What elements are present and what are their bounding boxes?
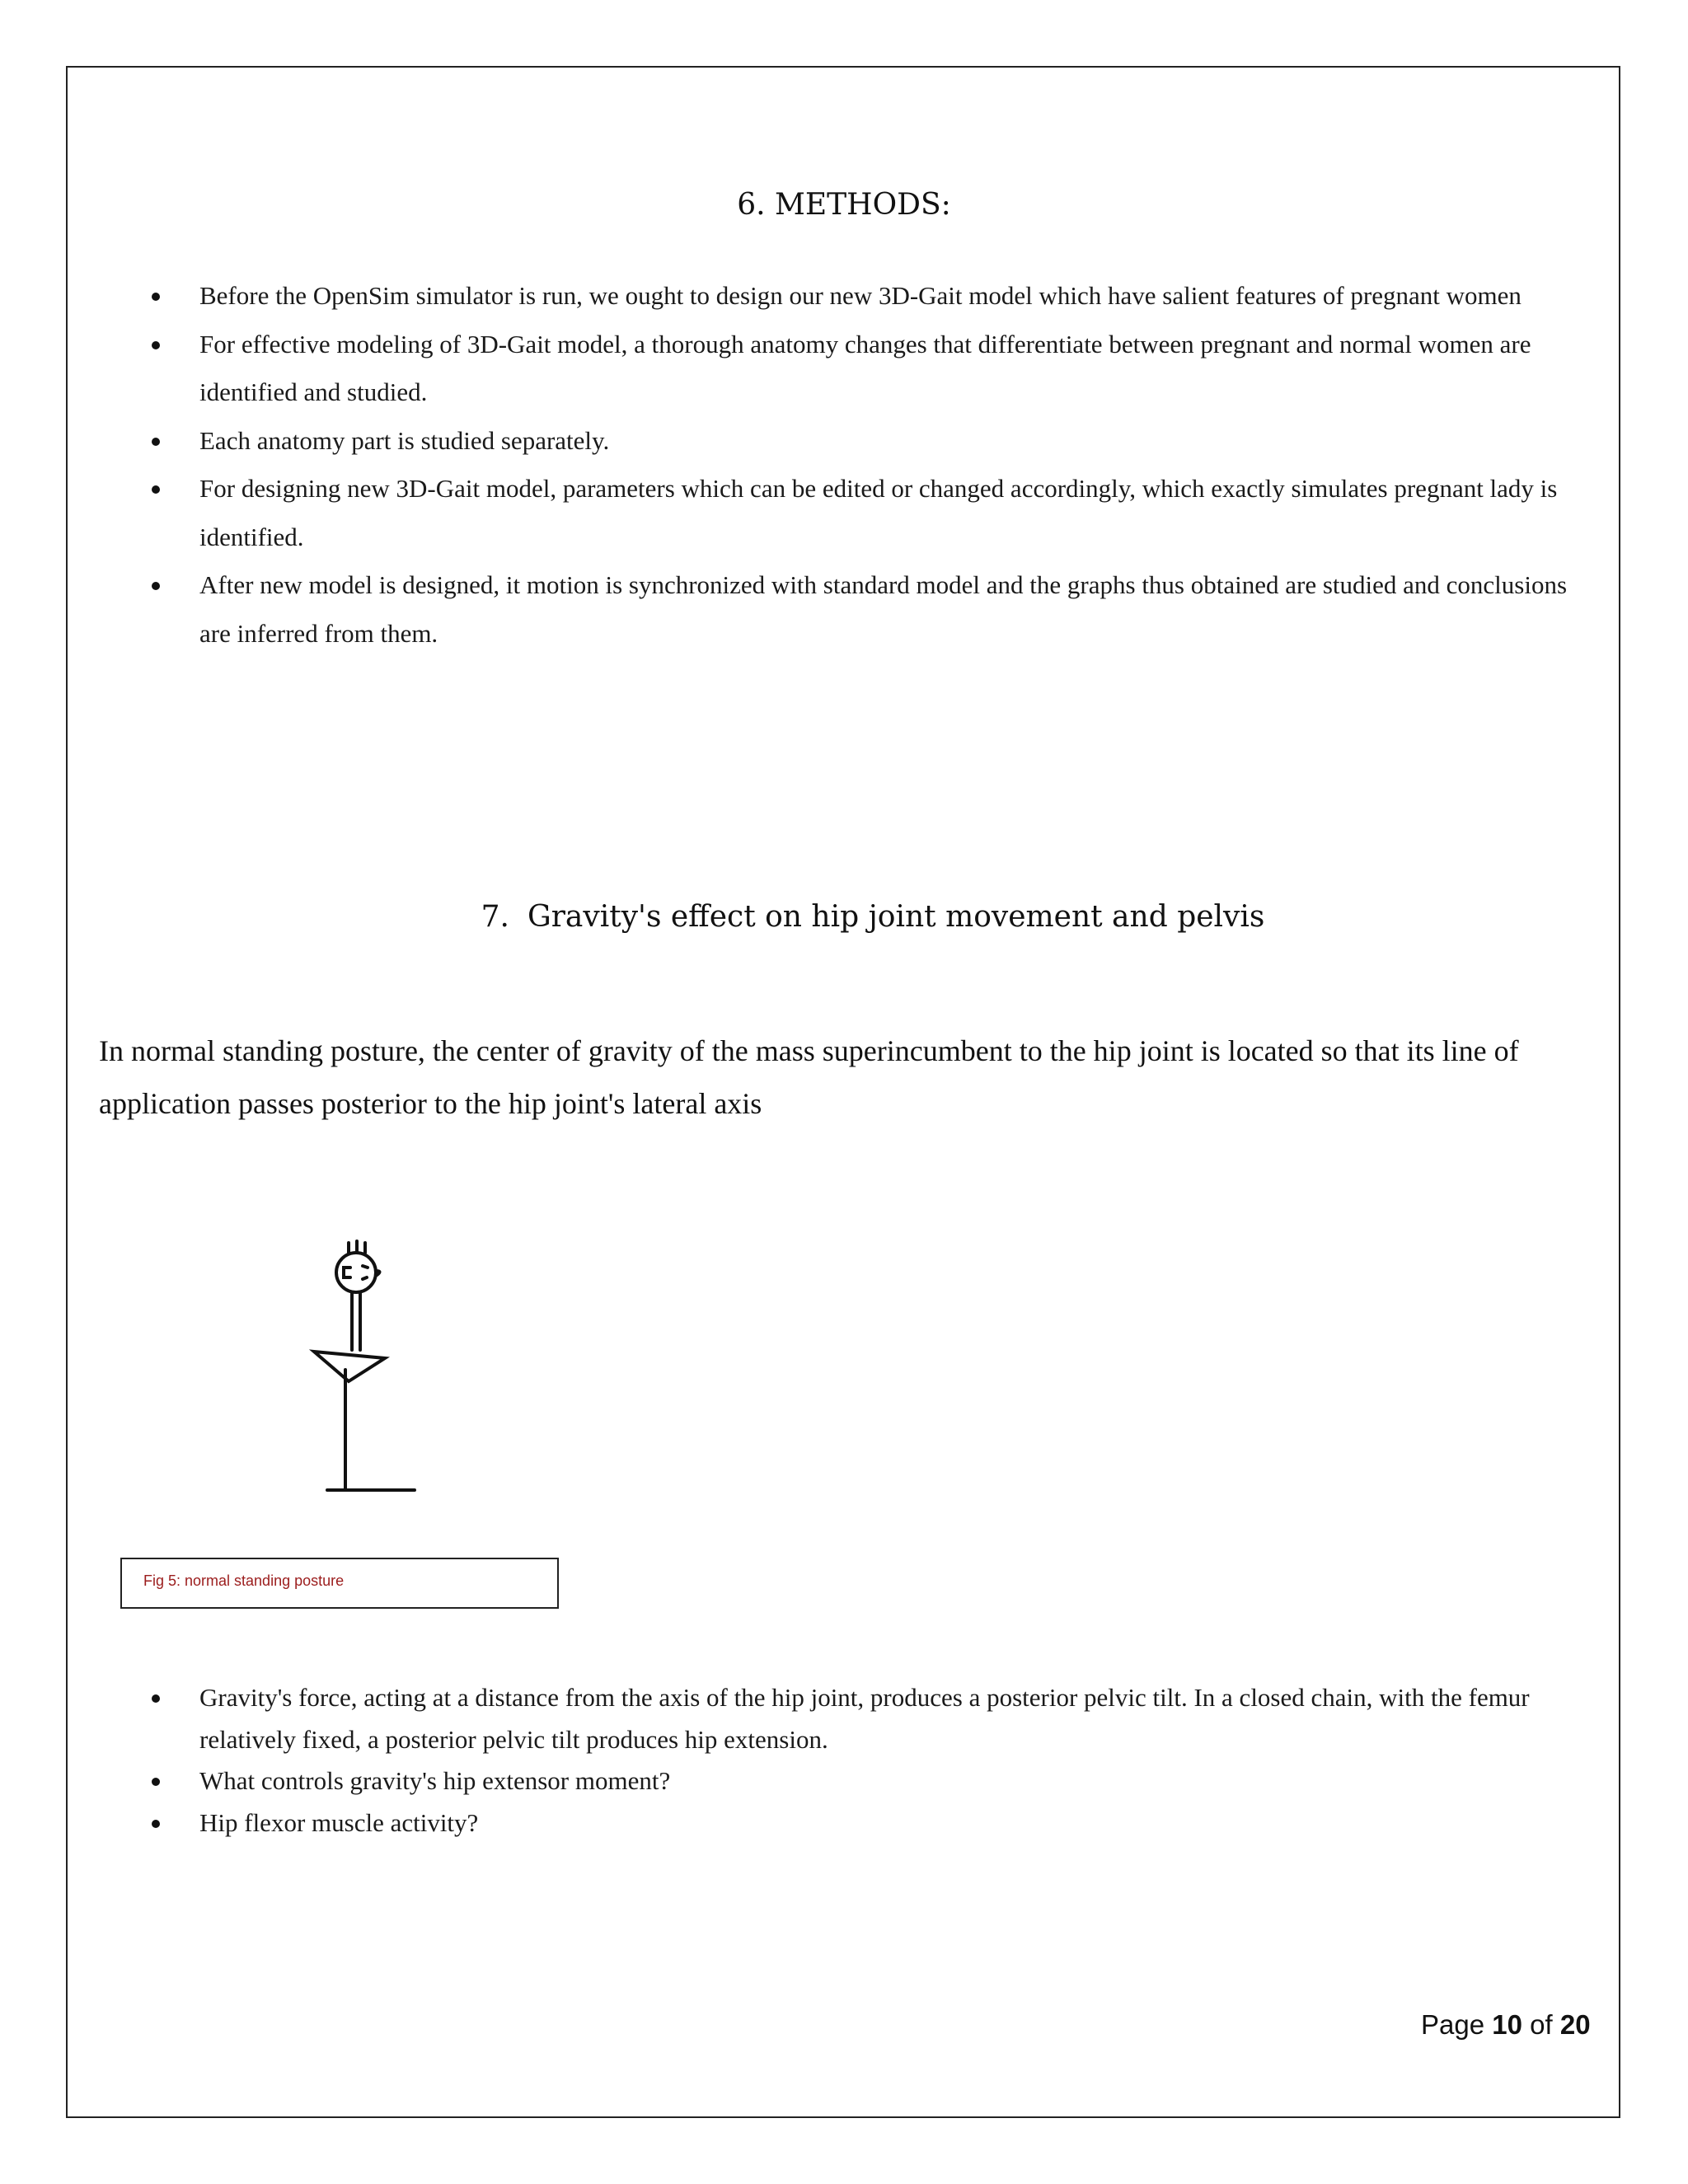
gravity-heading-text: Gravity's effect on hip joint movement and pelvis [527,900,1265,934]
figure-caption: Fig 5: normal standing posture [143,1572,345,1589]
total-pages: 20 [1559,2009,1591,2040]
gravity-heading [0,900,1688,934]
section-number: 7. [481,900,509,934]
methods-list [148,272,1582,658]
page-number [1421,2009,1591,2041]
face-mark [344,1268,350,1277]
list-item: For designing new 3D-Gait model, parameters which can be edited or changed accordingly, which exactly simulates pregnant lady is identified. [148,465,1582,561]
methods-heading: 6. METHODS: [737,188,951,222]
face-mark [363,1266,368,1268]
page-label: Page [1421,2009,1485,2040]
list-item: For effective modeling of 3D-Gait model, a thorough anatomy changes that differentiate between pregnant and normal women are identified and studied. [148,321,1582,417]
face-mark [363,1277,367,1279]
pelvis [314,1352,385,1381]
current-page: 10 [1492,2009,1522,2040]
of-label: of [1530,2009,1553,2040]
list-item: What controls gravity's hip extensor moment? [148,1760,1607,1802]
figure-caption-box [120,1558,559,1609]
list-item: Each anatomy part is studied separately. [148,417,1582,466]
list-item: Hip flexor muscle activity? [148,1802,1607,1844]
list-item: Gravity's force, acting at a distance from the axis of the hip joint, produces a posterior pelvic tilt. In a closed chain, with the femur relatively fixed, a posterior pelvic tilt produces hip extension. [148,1677,1607,1760]
standing-posture-figure [293,1228,441,1500]
gravity-list [148,1677,1607,1844]
gravity-paragraph: In normal standing posture, the center of gravity of the mass superincumbent to the hip joint is located so that its line of application passes posterior to the hip joint's lateral axis [99,1034,1519,1120]
list-item: After new model is designed, it motion is synchronized with standard model and the graphs thus obtained are studied and conclusions are inferred from them. [148,561,1582,658]
list-item: Before the OpenSim simulator is run, we ought to design our new 3D-Gait model which have salient features of pregnant women [148,272,1582,321]
